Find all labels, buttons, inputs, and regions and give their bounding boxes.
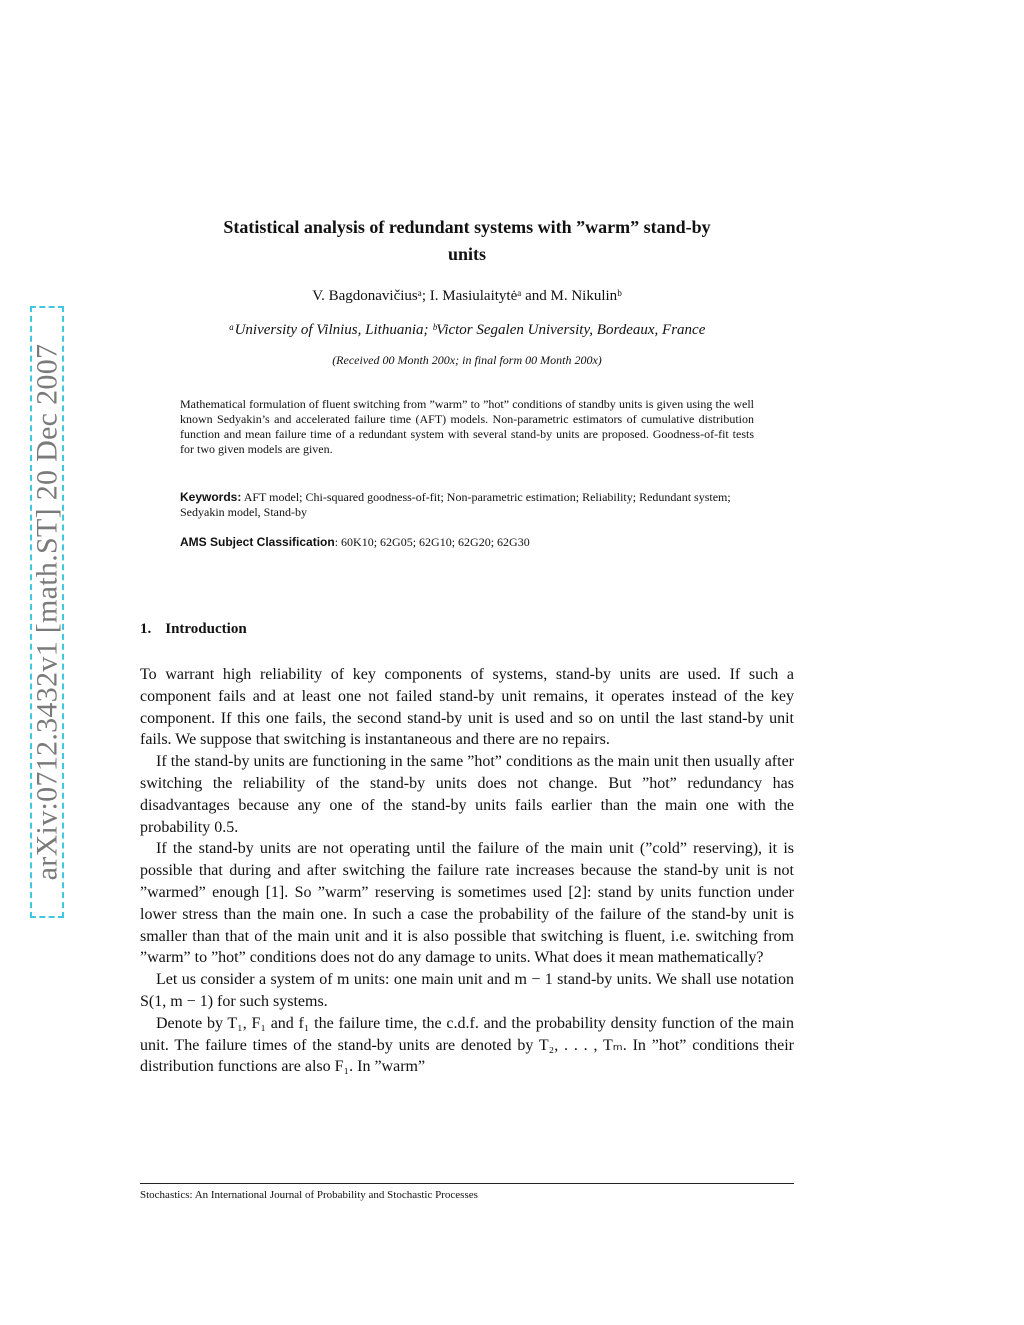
paragraph: If the stand-by units are functioning in the same ”hot” conditions as the main unit then usually after switching the reliability of the stand-by units does not change. But ”hot” redundancy has disadvantages because any one of the stand-by units fails earlier than the main one with the probability 0.5. [140,753,794,836]
ams-codes: : 60K10; 62G05; 62G10; 62G20; 62G30 [334,535,530,549]
section-number: 1. [140,621,152,637]
footer-rule [140,1183,794,1184]
keywords [180,490,754,520]
keywords-label: Keywords: [180,490,242,504]
ams-label: AMS Subject Classification [180,535,335,549]
arxiv-stamp [30,306,64,918]
section-heading [140,621,247,638]
paragraph: Denote by T₁, F₁ and f₁ the failure time, the c.d.f. and the probability density function of the main unit. The failure times of the stand-by units are denoted by T₂, . . . , Tₘ. In ”hot” conditions their distribution functions are also F₁. In ”warm” [140,1014,794,1076]
arxiv-identifier: arXiv:0712.3432v1 [math.ST] 20 Dec 2007 [30,343,63,881]
keywords-list: AFT model; Chi-squared goodness-of-fit; Non-parametric estimation; Reliability; Redundant system; Sedyakin model, Stand-by [180,490,731,519]
received-dates: (Received 00 Month 200x; in final form 00 Month 200x) [332,353,602,367]
abstract: Mathematical formulation of fluent switching from ”warm” to ”hot” conditions of standby units is given using the well known Sedyakin’s and accelerated failure time (AFT) models. Non-parametric estimators of cumulative distribution function and mean failure time of a redundant system with several stand-by units are proposed. Goodness-of-fit tests for two given models are given. [180,397,754,456]
body-text [140,664,794,1078]
title-line-1: Statistical analysis of redundant systems with ”warm” stand-by [223,217,711,237]
authors: V. Bagdonavičiusᵃ; I. Masiulaitytėᵃ and M. Nikulinᵇ [312,288,622,304]
paper-title [140,214,794,268]
paragraph: To warrant high reliability of key components of systems, stand-by units are used. If such a component fails and at least one not failed stand-by unit remains, it operates instead of the key component. If this one fails, the second stand-by unit is used and so on until the last stand-by unit fails. We suppose that switching is instantaneous and there are no repairs. [140,666,794,749]
section-title: Introduction [165,621,247,637]
affiliations: ᵃUniversity of Vilnius, Lithuania; ᵇVictor Segalen University, Bordeaux, France [228,322,706,338]
paragraph: If the stand-by units are not operating until the failure of the main unit (”cold” reserving), it is possible that during and after switching the failure rate increases because the stand-by unit is not ”warmed” enough [1]. So ”warm” reserving is sometimes used [2]: stand by units function under lower stress than the main one. In such a case the probability of the failure of the stand-by unit is smaller than that of the main unit and it is also possible that switching is fluent, i.e. switching from ”warm” to ”hot” conditions does not do any damage to units. What does it mean mathematically? [140,840,794,967]
journal-footer: Stochastics: An International Journal of Probability and Stochastic Processes [140,1189,478,1201]
paragraph: Let us consider a system of m units: one main unit and m − 1 stand-by units. We shall use notation S(1, m − 1) for such systems. [140,971,794,1010]
ams-classification [180,535,754,550]
title-line-2: units [447,244,487,264]
